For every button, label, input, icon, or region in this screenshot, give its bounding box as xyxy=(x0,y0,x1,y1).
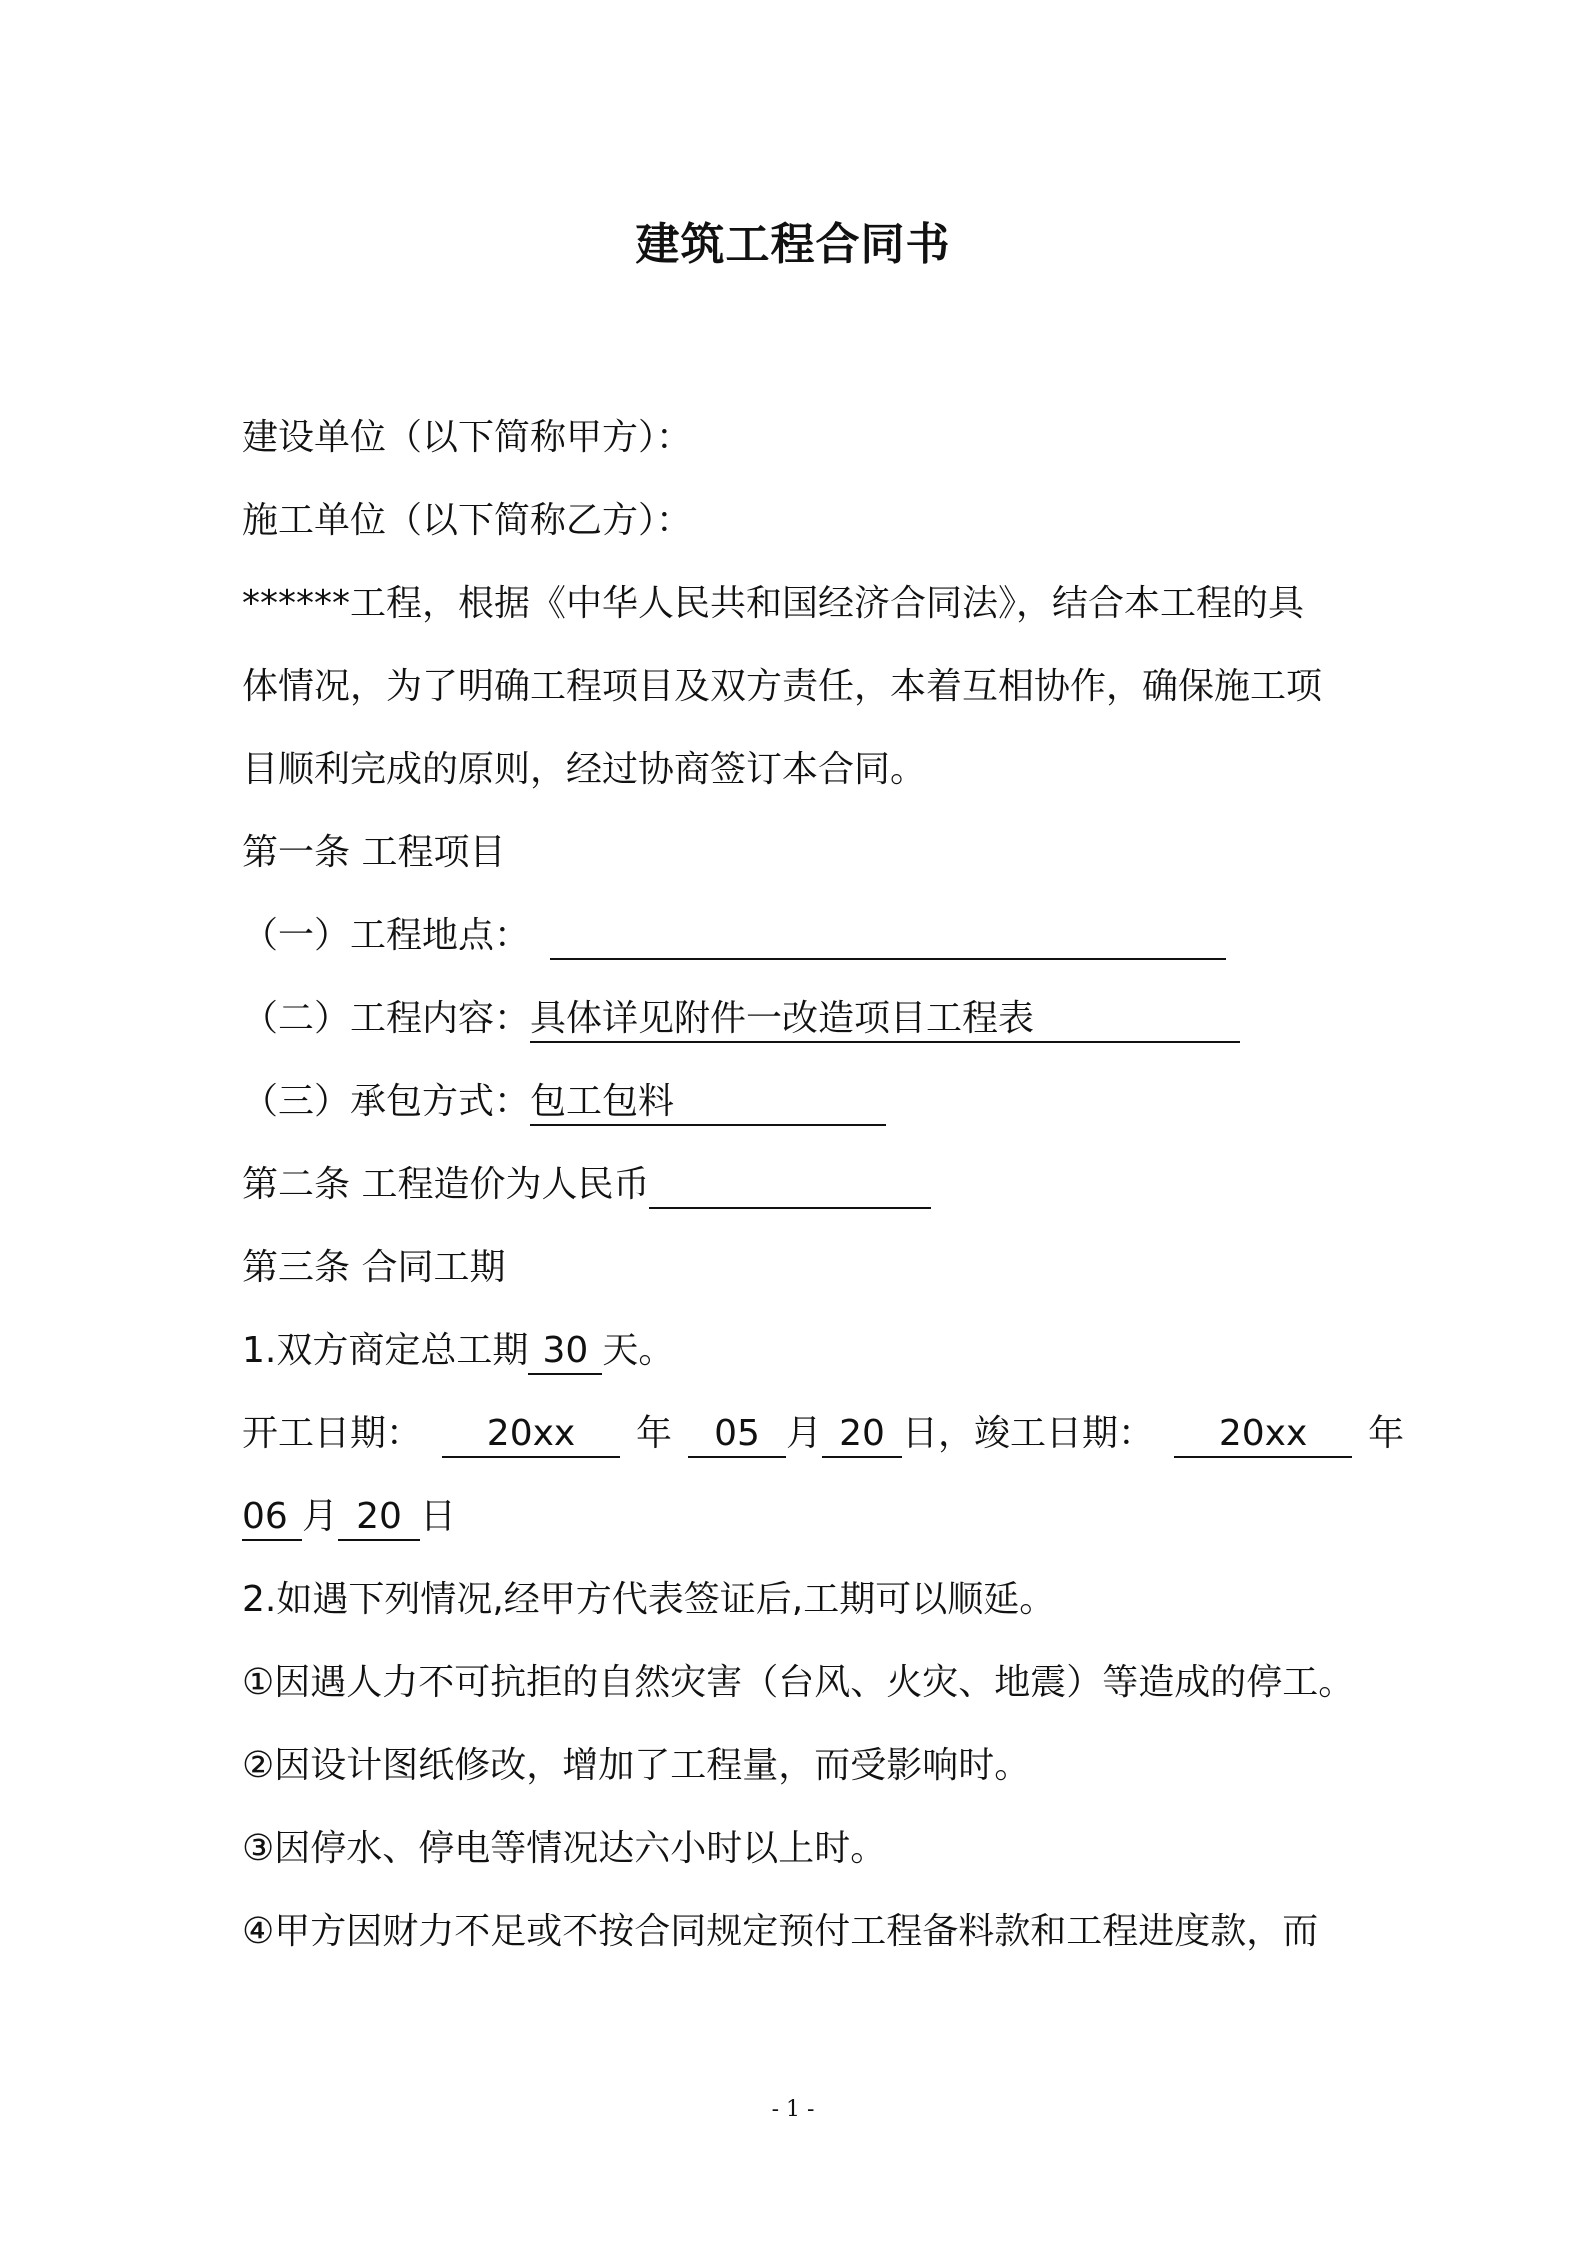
spacer xyxy=(530,912,550,960)
article1-heading: 第一条 工程项目 xyxy=(242,832,506,873)
start-day-field[interactable]: 20 xyxy=(822,1410,902,1458)
unit-year: 年 xyxy=(636,1413,673,1454)
end-date-label: 日，竣工日期： xyxy=(902,1413,1155,1454)
article3-heading: 第三条 合同工期 xyxy=(242,1247,506,1288)
preamble-line-2: 体情况，为了明确工程项目及双方责任，本着互相协作，确保施工项 xyxy=(242,666,1323,707)
duration-suffix: 天。 xyxy=(602,1330,675,1371)
extension-intro: 2.如遇下列情况,经甲方代表签证后,工期可以顺延。 xyxy=(242,1579,1056,1620)
location-row xyxy=(242,912,1226,960)
party-b-line: 施工单位（以下简称乙方）： xyxy=(242,500,693,541)
spacer xyxy=(422,1410,442,1458)
duration-field[interactable]: 30 xyxy=(528,1327,602,1375)
dates-row-2 xyxy=(242,1493,456,1541)
content-row xyxy=(242,995,1240,1043)
spacer xyxy=(620,1410,636,1458)
condition-2: ②因设计图纸修改，增加了工程量，而受影响时。 xyxy=(242,1745,1031,1786)
spacer xyxy=(1352,1410,1368,1458)
article2-row xyxy=(242,1161,931,1209)
start-month-field[interactable]: 05 xyxy=(688,1410,786,1458)
content-field[interactable]: 具体详见附件一改造项目工程表 xyxy=(530,995,1240,1043)
start-year-field[interactable]: 20xx xyxy=(442,1410,620,1458)
location-field[interactable] xyxy=(550,912,1226,960)
end-day-field[interactable]: 20 xyxy=(338,1493,420,1541)
duration-row xyxy=(242,1327,674,1375)
dates-row-1 xyxy=(242,1410,1404,1458)
preamble-line-3: 目顺利完成的原则，经过协商签订本合同。 xyxy=(242,749,927,790)
page-number: - 1 - xyxy=(771,2097,815,2122)
preamble-line-1: ******工程，根据《中华人民共和国经济合同法》，结合本工程的具 xyxy=(242,583,1305,624)
condition-1: ①因遇人力不可抗拒的自然灾害（台风、火灾、地震）等造成的停工。 xyxy=(242,1662,1355,1703)
unit-year: 年 xyxy=(1368,1413,1405,1454)
spacer xyxy=(1154,1410,1174,1458)
unit-month: 月 xyxy=(302,1496,339,1537)
location-label: （一）工程地点： xyxy=(242,915,531,956)
price-field[interactable] xyxy=(649,1161,931,1209)
contract-label: （三）承包方式： xyxy=(242,1081,531,1122)
unit-month: 月 xyxy=(786,1413,823,1454)
unit-day: 日 xyxy=(420,1496,457,1537)
end-year-field[interactable]: 20xx xyxy=(1174,1410,1352,1458)
condition-3: ③因停水、停电等情况达六小时以上时。 xyxy=(242,1828,887,1869)
end-month-field[interactable]: 06 xyxy=(242,1493,302,1541)
article2-label: 第二条 工程造价为人民币 xyxy=(242,1164,650,1205)
contract-field[interactable]: 包工包料 xyxy=(530,1078,886,1126)
duration-prefix: 1.双方商定总工期 xyxy=(242,1330,529,1371)
condition-4: ④甲方因财力不足或不按合同规定预付工程备料款和工程进度款，而 xyxy=(242,1911,1319,1952)
spacer xyxy=(672,1410,688,1458)
content-label: （二）工程内容： xyxy=(242,998,531,1039)
party-a-line: 建设单位（以下简称甲方）： xyxy=(242,417,693,458)
start-date-label: 开工日期： xyxy=(242,1413,423,1454)
document-title: 建筑工程合同书 xyxy=(635,219,951,270)
contract-row xyxy=(242,1078,886,1126)
